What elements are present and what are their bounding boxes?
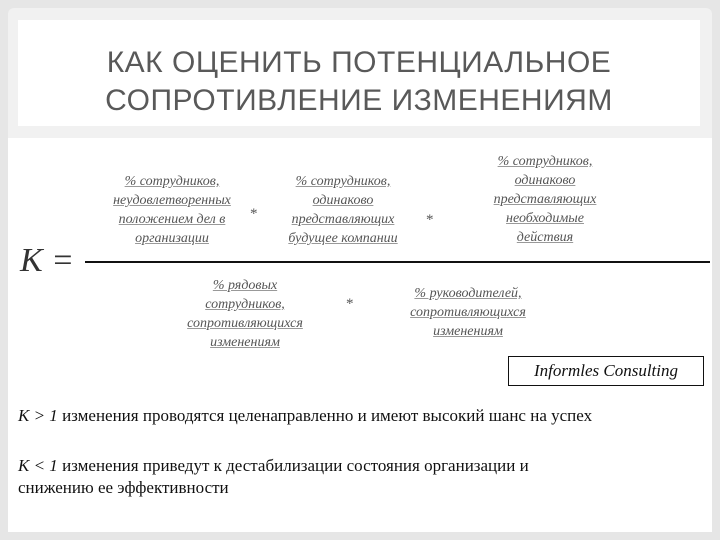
condition-k-less: K < 1 — [18, 456, 58, 475]
fraction-bar — [85, 261, 710, 263]
term-line: % рядовых — [212, 278, 278, 293]
term-line: будущее компании — [288, 231, 398, 246]
denominator-term-2 — [388, 284, 548, 341]
term-line: сотрудников, — [205, 297, 285, 312]
title-line-1: КАК ОЦЕНИТЬ ПОТЕНЦИАЛЬНОЕ — [106, 46, 612, 79]
term-line: % руководителей, — [414, 286, 522, 301]
numerator-term-2 — [268, 172, 418, 248]
term-line: % сотрудников, — [295, 174, 391, 189]
term-line: сопротивляющихся — [187, 316, 303, 331]
statement-text: изменения проводятся целенаправленно и имеют высокий шанс на успех — [57, 406, 593, 425]
title-line-2: СОПРОТИВЛЕНИЕ ИЗМЕНЕНИЯМ — [105, 84, 613, 117]
denominator-term-1 — [165, 276, 325, 352]
term-line: представляющих — [493, 192, 597, 207]
statement-text-cont: снижению ее эффективности — [18, 478, 229, 497]
term-line: представляющих — [291, 212, 395, 227]
numerator-term-3 — [470, 152, 620, 247]
term-line: неудовлетворенных — [113, 193, 231, 208]
term-line: одинаково — [312, 193, 374, 208]
term-line: изменениям — [433, 324, 503, 339]
numerator-term-1 — [92, 172, 252, 248]
statement-text: изменения приведут к дестабилизации состояния организации и — [57, 456, 529, 475]
brand-label: Informles Consulting — [508, 356, 704, 386]
term-line: необходимые — [506, 211, 584, 226]
slide-title — [18, 44, 700, 120]
k-label: K = — [20, 242, 75, 279]
multiply-sign: * — [346, 296, 354, 312]
statement-greater — [18, 405, 708, 427]
multiply-sign: * — [426, 212, 434, 228]
term-line: % сотрудников, — [497, 154, 593, 169]
title-box — [18, 20, 700, 126]
term-line: одинаково — [514, 173, 576, 188]
term-line: сопротивляющихся — [410, 305, 526, 320]
condition-k-greater: K > 1 — [18, 406, 58, 425]
multiply-sign: * — [250, 206, 258, 222]
term-line: изменениям — [210, 335, 280, 350]
term-line: % сотрудников, — [124, 174, 220, 189]
term-line: положением дел в — [118, 212, 226, 227]
term-line: организации — [135, 231, 209, 246]
statement-less — [18, 455, 708, 499]
term-line: действия — [516, 230, 574, 245]
